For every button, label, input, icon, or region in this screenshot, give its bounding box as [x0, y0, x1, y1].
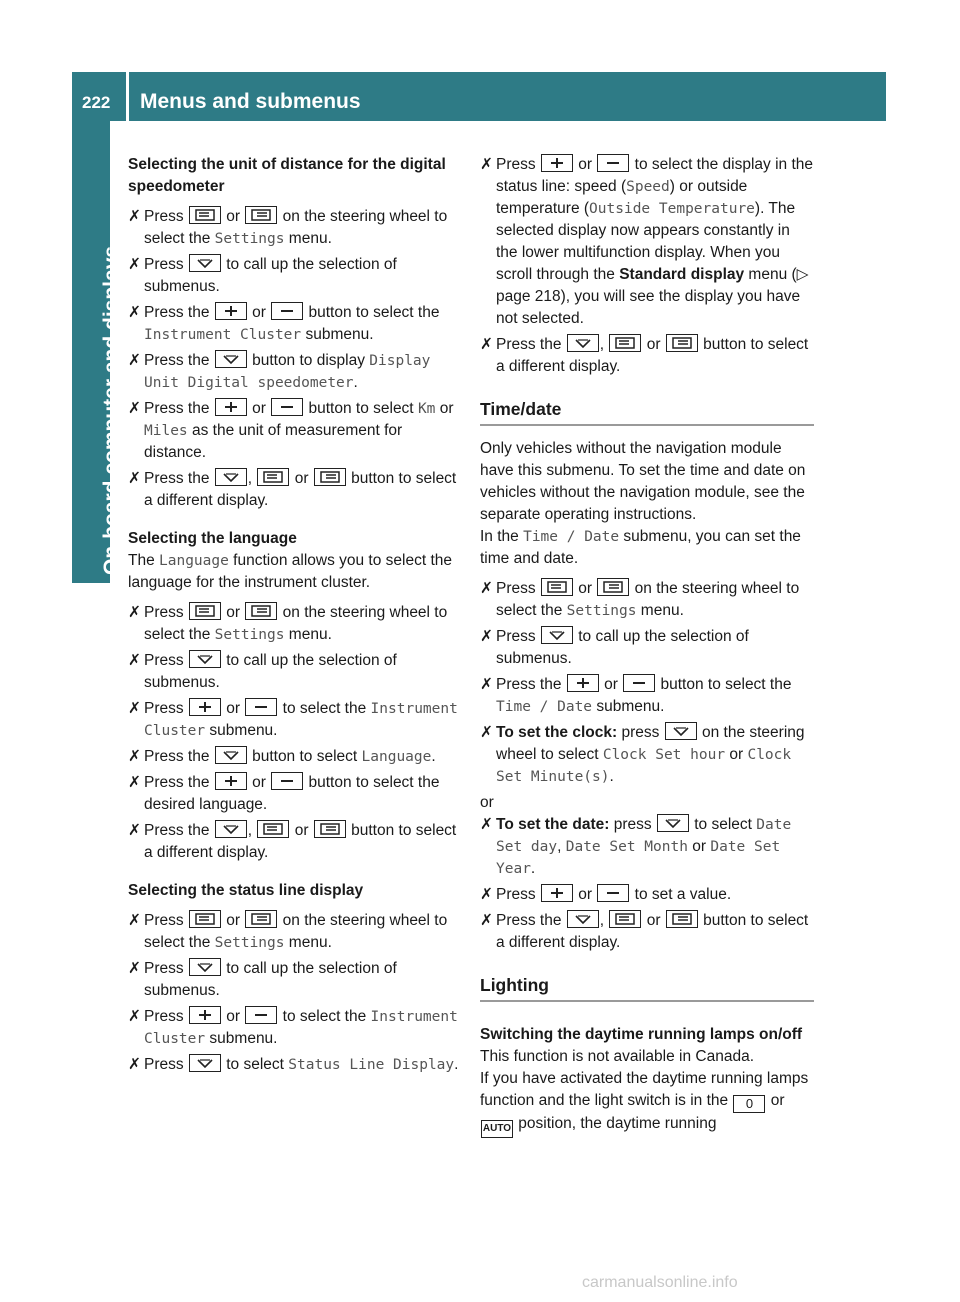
- subheading-daytime-lamps: Switching the daytime running lamps on/off: [480, 1026, 803, 1043]
- scroll-button-icon: [215, 350, 247, 368]
- step: ✗ Press to call up the selection of submenus.: [128, 960, 397, 999]
- minus-button-icon: [245, 698, 277, 716]
- page-number: 222: [82, 93, 111, 112]
- minus-button-icon: [597, 154, 629, 172]
- step-arrow-icon: ✗: [128, 1056, 141, 1073]
- menu-back-button-icon: [257, 468, 289, 486]
- plus-button-icon: [189, 698, 221, 716]
- step-arrow-icon: ✗: [128, 1008, 141, 1025]
- scroll-button-icon: [215, 468, 247, 486]
- menu-forward-button-icon: [245, 206, 277, 224]
- paragraph: The Language function allows you to select the language for the instrument cluster.: [128, 552, 453, 591]
- minus-button-icon: [271, 398, 303, 416]
- step: ✗ Press or to set a value.: [480, 884, 814, 906]
- subheading-status-line: Selecting the status line display: [128, 882, 364, 899]
- step: ✗ Press to call up the selection of submenus.: [128, 652, 397, 691]
- paragraph: This function is not available in Canada.: [480, 1048, 754, 1065]
- step-arrow-icon: ✗: [480, 628, 493, 645]
- menu-back-button-icon: [609, 910, 641, 928]
- scroll-button-icon: [541, 626, 573, 644]
- step: ✗ Press or on the steering wheel to select the Settings menu.: [480, 580, 800, 619]
- scroll-button-icon: [189, 958, 221, 976]
- step-arrow-icon: ✗: [128, 256, 141, 273]
- minus-button-icon: [271, 302, 303, 320]
- step: ✗ Press the or button to select Km or Miles as the unit of measurement for distance.: [128, 400, 454, 461]
- step: ✗ Press the or button to select the desired language.: [128, 774, 440, 813]
- paragraph: In the Time / Date submenu, you can set the time and date.: [480, 528, 801, 567]
- step: ✗ Press the or button to select the Time / Date submenu.: [480, 676, 792, 715]
- step: ✗ Press the , or button to select a different display.: [480, 336, 809, 375]
- step-arrow-icon: ✗: [128, 208, 141, 225]
- menu-forward-button-icon: [597, 578, 629, 596]
- menu-back-button-icon: [189, 602, 221, 620]
- plus-button-icon: [541, 884, 573, 902]
- step-arrow-icon: ✗: [128, 470, 141, 487]
- step: ✗ Press or to select the Instrument Cluster submenu.: [128, 1008, 458, 1047]
- step-arrow-icon: ✗: [480, 724, 493, 741]
- step: ✗ Press the button to select Language.: [128, 746, 462, 768]
- step-arrow-icon: ✗: [128, 774, 141, 791]
- step-arrow-icon: ✗: [128, 912, 141, 929]
- step-arrow-icon: ✗: [480, 886, 493, 903]
- left-column: [128, 154, 462, 1080]
- step: ✗ Press or on the steering wheel to select the Settings menu.: [128, 604, 448, 643]
- step: ✗ Press the , or button to select a different display.: [480, 912, 809, 951]
- step-arrow-icon: ✗: [128, 400, 141, 417]
- step: ✗ To set the date: press to select Date Set day, Date Set Month or Date Set Year.: [480, 816, 792, 877]
- plus-button-icon: [215, 398, 247, 416]
- step: ✗ Press or to select the display in the status line: speed (Speed) or outside temperature (Outside Temperature). The selected display now appears constantly in the lower multifunction display. When you scroll through the Standard display menu (▷ page 218), you will see the display you have not selected.: [480, 156, 814, 327]
- menu-back-button-icon: [257, 820, 289, 838]
- menu-forward-button-icon: [314, 820, 346, 838]
- scroll-button-icon: [215, 746, 247, 764]
- step: ✗ Press the or button to select the Instrument Cluster submenu.: [128, 304, 440, 343]
- right-column: [480, 154, 814, 1138]
- or-separator: or: [480, 794, 494, 811]
- menu-back-button-icon: [189, 206, 221, 224]
- light-switch-zero-icon: 0: [733, 1095, 765, 1113]
- subheading-language: Selecting the language: [128, 530, 297, 547]
- step: ✗ Press or to select the Instrument Cluster submenu.: [128, 700, 458, 739]
- step-arrow-icon: ✗: [480, 676, 493, 693]
- step-arrow-icon: ✗: [128, 604, 141, 621]
- menu-back-button-icon: [609, 334, 641, 352]
- step-arrow-icon: ✗: [128, 304, 141, 321]
- step-arrow-icon: ✗: [128, 352, 141, 369]
- step: ✗ To set the clock: press on the steering wheel to select Clock Set hour or Clock Set Minute(s).: [480, 724, 805, 785]
- step: ✗ Press the button to display Display Unit Digital speedometer.: [128, 352, 431, 391]
- plus-button-icon: [215, 302, 247, 320]
- menu-forward-button-icon: [666, 334, 698, 352]
- step-arrow-icon: ✗: [128, 748, 141, 765]
- watermark: carmanualsonline.info: [582, 1274, 738, 1291]
- minus-button-icon: [245, 1006, 277, 1024]
- section-heading-time-date: Time/date: [480, 398, 814, 426]
- step: ✗ Press or on the steering wheel to select the Settings menu.: [128, 912, 448, 951]
- paragraph: If you have activated the daytime running lamps function and the light switch is in the 0 or AUTO position, the daytime running: [480, 1068, 814, 1138]
- menu-forward-button-icon: [314, 468, 346, 486]
- scroll-button-icon: [657, 814, 689, 832]
- step: ✗ Press to call up the selection of submenus.: [128, 256, 397, 295]
- page-title: Menus and submenus: [140, 90, 361, 113]
- minus-button-icon: [271, 772, 303, 790]
- menu-forward-button-icon: [666, 910, 698, 928]
- step: ✗ Press the , or button to select a different display.: [128, 822, 457, 861]
- scroll-button-icon: [215, 820, 247, 838]
- plus-button-icon: [189, 1006, 221, 1024]
- scroll-button-icon: [567, 334, 599, 352]
- menu-forward-button-icon: [245, 910, 277, 928]
- paragraph: Only vehicles without the navigation module have this submenu. To set the time and date on vehicles without the navigation module, see the separate operating instructions.: [480, 440, 806, 523]
- minus-button-icon: [597, 884, 629, 902]
- step-arrow-icon: ✗: [128, 960, 141, 977]
- step: ✗ Press to select Status Line Display.: [128, 1054, 462, 1076]
- section-heading-lighting: Lighting: [480, 974, 814, 1002]
- scroll-button-icon: [189, 254, 221, 272]
- step: ✗ Press the , or button to select a different display.: [128, 470, 457, 509]
- step-arrow-icon: ✗: [480, 580, 493, 597]
- side-tab-label: On-board computer and displays: [100, 245, 123, 575]
- step-arrow-icon: ✗: [480, 156, 493, 173]
- scroll-button-icon: [189, 1054, 221, 1072]
- scroll-button-icon: [665, 722, 697, 740]
- step-arrow-icon: ✗: [480, 336, 493, 353]
- menu-back-button-icon: [541, 578, 573, 596]
- light-switch-auto-icon: AUTO: [481, 1120, 513, 1138]
- plus-button-icon: [215, 772, 247, 790]
- step-arrow-icon: ✗: [480, 912, 493, 929]
- step-arrow-icon: ✗: [128, 700, 141, 717]
- menu-forward-button-icon: [245, 602, 277, 620]
- scroll-button-icon: [189, 650, 221, 668]
- step-arrow-icon: ✗: [480, 816, 493, 833]
- menu-back-button-icon: [189, 910, 221, 928]
- scroll-button-icon: [567, 910, 599, 928]
- step-arrow-icon: ✗: [128, 822, 141, 839]
- plus-button-icon: [567, 674, 599, 692]
- step: ✗ Press or on the steering wheel to select the Settings menu.: [128, 208, 448, 247]
- plus-button-icon: [541, 154, 573, 172]
- subheading-distance: Selecting the unit of distance for the digital speedometer: [128, 156, 446, 195]
- minus-button-icon: [623, 674, 655, 692]
- header-divider: [126, 72, 129, 121]
- step-arrow-icon: ✗: [128, 652, 141, 669]
- step: ✗ Press to call up the selection of submenus.: [480, 628, 749, 667]
